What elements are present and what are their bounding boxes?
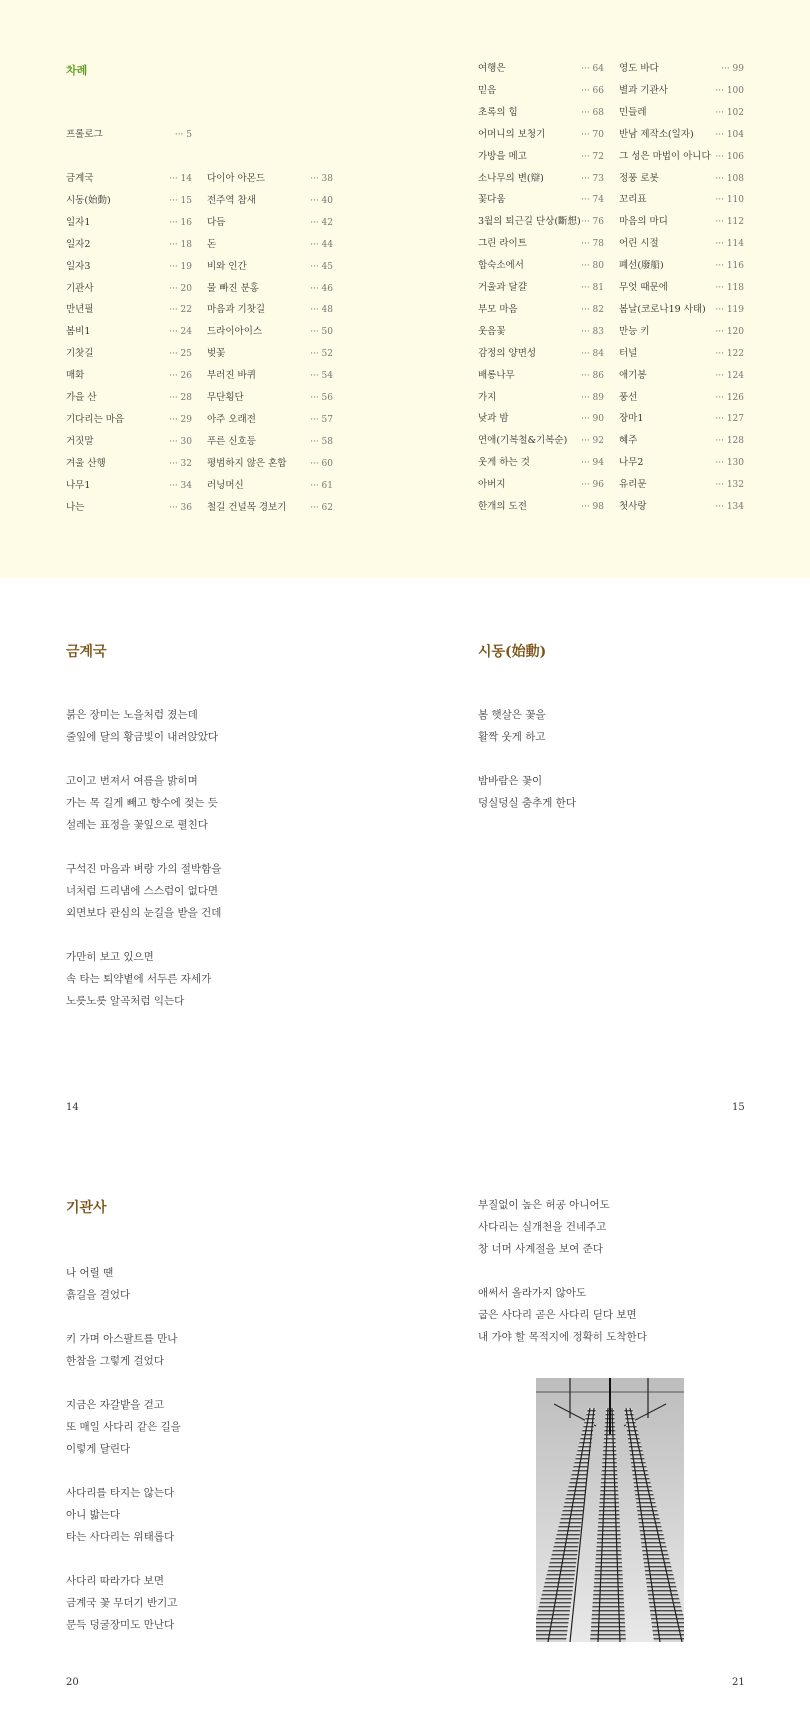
toc-entry-page: ··· 108 [715, 173, 744, 184]
toc-entry-page: ··· 54 [310, 371, 333, 382]
toc-entry-page: ··· 34 [169, 480, 192, 491]
toc-entry-title: 웃게 하는 것 [478, 457, 530, 469]
toc-entry-page: ··· 81 [581, 283, 604, 293]
toc-entry-title: 부러진 바퀴 [207, 370, 256, 382]
toc-entry-page: ··· 57 [310, 414, 333, 425]
toc-entry-page: ··· 122 [715, 348, 744, 359]
verse-line: 사다리 따라가다 보면 [66, 1575, 164, 1587]
toc-entry-page: ··· 73 [581, 173, 604, 184]
verse-line: 가만히 보고 있으면 [66, 951, 154, 963]
toc-entry-page: ··· 52 [310, 349, 333, 360]
toc-entry-page: ··· 22 [169, 305, 192, 316]
poem-body [66, 704, 221, 1012]
toc-entry-page: ··· 116 [715, 261, 744, 272]
toc-entry-page: ··· 15 [169, 195, 192, 206]
toc-entry [478, 478, 604, 492]
toc-entry-title: 나무2 [619, 457, 644, 469]
toc-entry [66, 303, 192, 317]
toc-entry-title: 나무1 [66, 479, 91, 491]
toc-entry-title: 만년필 [66, 304, 94, 316]
toc-entry-page: ··· 58 [310, 436, 333, 447]
toc-entry [478, 347, 604, 361]
toc-entry [478, 412, 604, 426]
toc-entry [619, 434, 744, 448]
toc-entry-title: 거울과 달걀 [478, 282, 527, 293]
toc-entry [207, 194, 333, 208]
toc-entry-title: 일자2 [66, 238, 91, 250]
toc-entry-page: ··· 66 [581, 85, 604, 96]
toc-entry [207, 238, 333, 252]
verse-line: 아니 밟는다 [66, 1509, 121, 1521]
toc-entry-title: 터널 [619, 347, 638, 359]
verse-line: 창 너머 사계절을 보여 준다 [478, 1243, 603, 1255]
toc-entry-page: ··· 16 [169, 217, 192, 228]
page-number: 15 [732, 1102, 745, 1113]
toc-entry [619, 106, 744, 120]
toc-entry [478, 106, 604, 120]
toc-entry [207, 457, 333, 471]
toc-entry-title: 3월의 퇴근길 단상(斷想) [478, 216, 581, 228]
toc-entry [478, 391, 604, 405]
verse-line: 나 어릴 땐 [66, 1267, 114, 1279]
stanza [66, 1394, 181, 1460]
toc-entry-title: 무엇 때문에 [619, 282, 668, 293]
toc-entry [619, 62, 744, 76]
toc-entry-title: 유리문 [619, 479, 647, 491]
toc-entry [619, 456, 744, 470]
toc-entry [478, 325, 604, 339]
toc-entry-title: 기관사 [66, 282, 94, 294]
toc-entry-page: ··· 74 [581, 195, 604, 206]
toc-entry [619, 237, 744, 251]
toc-entry-page: ··· 24 [169, 327, 192, 338]
toc-entry-page: ··· 14 [169, 174, 192, 184]
toc-entry-title: 정풍 로봇 [619, 172, 659, 184]
toc-entry [207, 260, 333, 274]
toc-entry-page: ··· 68 [581, 107, 604, 118]
toc-entry-title: 벚꽃 [207, 348, 226, 360]
toc-entry-title: 한개의 도전 [478, 501, 527, 512]
stanza [66, 946, 221, 1012]
toc-entry [207, 479, 333, 493]
toc-entry-title: 아버지 [478, 479, 506, 491]
verse-line: 봄 햇살은 꽃을 [478, 709, 546, 721]
toc-entry [619, 259, 744, 273]
verse-line: 가는 목 길게 빼고 향수에 젖는 듯 [66, 797, 218, 809]
verse-line: 설레는 표정을 꽃잎으로 펼친다 [66, 819, 208, 831]
toc-spread [0, 0, 810, 578]
stanza [478, 770, 576, 814]
toc-entry-page: ··· 61 [310, 480, 333, 491]
toc-entry-title: 비와 인간 [207, 260, 247, 272]
toc-entry-title: 푸른 신호등 [207, 435, 256, 447]
toc-entry-page: ··· 112 [715, 217, 744, 228]
toc-entry-title: 꼬리표 [619, 194, 647, 206]
toc-entry-page: ··· 5 [174, 130, 192, 140]
page-number: 21 [732, 1677, 745, 1688]
verse-line: 문득 덩굴장미도 만난다 [66, 1619, 175, 1631]
toc-entry-title: 애기봉 [619, 369, 647, 381]
toc-entry-title: 나는 [66, 501, 85, 513]
toc-entry-page: ··· 124 [715, 370, 744, 381]
poem-title: 시동(始動) [478, 644, 547, 660]
toc-entry-title: 마음의 마디 [619, 216, 668, 228]
toc-entry [619, 347, 744, 361]
toc-entry [207, 369, 333, 383]
toc-entry-page: ··· 100 [715, 85, 744, 96]
toc-entry [66, 369, 192, 383]
toc-entry [207, 325, 333, 339]
stanza [66, 1328, 181, 1372]
toc-entry-title: 장마1 [619, 413, 644, 425]
toc-entry-page: ··· 127 [715, 414, 744, 425]
toc-entry [478, 281, 604, 295]
toc-entry-page: ··· 99 [721, 64, 744, 74]
toc-entry-title: 별과 기관사 [619, 84, 668, 96]
toc-entry-page: ··· 76 [581, 217, 604, 228]
toc-entry-page: ··· 119 [715, 304, 744, 315]
verse-line: 노릇노릇 알곡처럼 익는다 [66, 995, 185, 1007]
toc-entry [207, 282, 333, 296]
toc-prologue [66, 128, 192, 142]
toc-entry [66, 282, 192, 296]
toc-entry-page: ··· 130 [715, 458, 744, 469]
toc-entry-page: ··· 134 [715, 502, 744, 512]
verse-line: 덩실덩실 춤추게 한다 [478, 797, 576, 809]
toc-entry [66, 435, 192, 449]
toc-entry [619, 193, 744, 207]
stanza [478, 1194, 647, 1260]
toc-entry [478, 128, 604, 142]
verse-line: 이렇게 달린다 [66, 1443, 131, 1455]
toc-entry-page: ··· 60 [310, 458, 333, 469]
toc-entry-title: 영도 바다 [619, 63, 659, 74]
toc-entry [478, 369, 604, 383]
verse-line: 붉은 장미는 노을처럼 졌는데 [66, 709, 198, 721]
stanza [66, 858, 221, 924]
toc-entry [619, 500, 744, 514]
toc-entry [478, 215, 604, 229]
toc-entry [207, 391, 333, 405]
toc-entry [619, 84, 744, 98]
toc-entry [619, 303, 744, 317]
toc-entry-page: ··· 30 [169, 436, 192, 447]
verse-line: 사다리는 실개천을 건네주고 [478, 1221, 607, 1233]
poem-body [478, 704, 576, 814]
toc-entry-title: 물 빠진 분홍 [207, 282, 259, 294]
toc-entry-page: ··· 38 [310, 174, 333, 184]
toc-entry-page: ··· 102 [715, 107, 744, 118]
toc-entry [66, 391, 192, 405]
toc-entry-title: 꽃다움 [478, 194, 506, 206]
verse-line: 외면보다 관심의 눈길을 받을 건데 [66, 907, 222, 919]
toc-entry [66, 260, 192, 274]
toc-entry [478, 237, 604, 251]
toc-entry [478, 259, 604, 273]
toc-entry-page: ··· 36 [169, 502, 192, 513]
poem-body [66, 1262, 181, 1636]
toc-entry [66, 194, 192, 208]
toc-entry [478, 84, 604, 98]
verse-line: 타는 사다리는 위태롭다 [66, 1531, 175, 1543]
toc-entry [619, 325, 744, 339]
toc-entry-page: ··· 98 [581, 502, 604, 512]
toc-entry [207, 347, 333, 361]
stanza [66, 1570, 181, 1636]
toc-entry-page: ··· 29 [169, 414, 192, 425]
toc-entry-title: 전주역 참새 [207, 194, 256, 206]
toc-entry-page: ··· 104 [715, 129, 744, 140]
toc-entry [207, 303, 333, 317]
toc-entry-page: ··· 96 [581, 480, 604, 491]
toc-entry [66, 347, 192, 361]
verse-line: 줄잎에 달의 황금빛이 내려앉았다 [66, 731, 219, 743]
toc-entry-title: 일자3 [66, 260, 91, 272]
stanza [66, 1482, 181, 1548]
toc-entry [478, 150, 604, 164]
toc-entry-title: 프롤로그 [66, 129, 103, 140]
toc-entry-title: 금계국 [66, 173, 94, 184]
page-number: 14 [66, 1102, 79, 1113]
verse-line: 고이고 번져서 여름을 밝히며 [66, 775, 198, 787]
toc-entry-title: 소나무의 변(辯) [478, 172, 544, 184]
toc-entry-page: ··· 110 [715, 195, 744, 206]
toc-entry-page: ··· 42 [310, 217, 333, 228]
toc-entry-title: 만능 키 [619, 325, 650, 337]
toc-entry-title: 폐선(廢船) [619, 260, 664, 272]
toc-entry-title: 무단횡단 [207, 392, 244, 403]
verse-line: 흙길을 걸었다 [66, 1289, 131, 1301]
toc-entry [207, 501, 333, 515]
toc-entry-title: 봄날(코로나19 사태) [619, 303, 706, 315]
toc-entry [66, 238, 192, 252]
toc-entry [478, 172, 604, 186]
toc-entry [619, 391, 744, 405]
toc-entry-page: ··· 62 [310, 502, 333, 513]
toc-entry-page: ··· 126 [715, 392, 744, 403]
toc-entry-title: 매화 [66, 370, 85, 382]
toc-entry-title: 겨울 산행 [66, 457, 106, 469]
verse-line: 또 매일 사다리 같은 길을 [66, 1421, 181, 1433]
toc-entry-title: 어린 시절 [619, 238, 659, 250]
toc-entry [66, 413, 192, 427]
toc-entry-title: 웃음꽃 [478, 325, 506, 337]
toc-entry-title: 다이아 아몬드 [207, 173, 266, 184]
poem-body-continued [478, 1194, 647, 1348]
toc-entry-title: 부모 마음 [478, 303, 518, 315]
toc-entry [66, 457, 192, 471]
toc-entry-page: ··· 18 [169, 239, 192, 250]
toc-entry-page: ··· 106 [715, 151, 744, 162]
toc-entry [619, 150, 744, 164]
toc-entry [619, 281, 744, 295]
verse-line: 구석진 마음과 벼랑 가의 절박함을 [66, 863, 222, 875]
poem-title: 기관사 [66, 1200, 107, 1216]
toc-entry-page: ··· 70 [581, 129, 604, 140]
toc-entry-title: 감정의 양면성 [478, 347, 537, 359]
toc-entry-page: ··· 28 [169, 393, 192, 403]
toc-entry-title: 가지 [478, 391, 497, 403]
toc-entry-title: 가방을 메고 [478, 150, 527, 162]
toc-entry-page: ··· 25 [169, 349, 192, 360]
stanza [66, 770, 221, 836]
toc-entry-title: 평범하지 않은 혼합 [207, 457, 287, 469]
toc-entry-title: 아주 오래전 [207, 413, 256, 425]
toc-entry-title: 합숙소에서 [478, 260, 524, 272]
toc-entry [66, 501, 192, 515]
toc-entry-page: ··· 118 [715, 283, 744, 293]
toc-entry-title: 거짓말 [66, 435, 94, 447]
toc-entry-page: ··· 90 [581, 414, 604, 425]
toc-entry-title: 풍선 [619, 391, 638, 403]
toc-entry-page: ··· 94 [581, 458, 604, 469]
toc-entry-title: 가을 산 [66, 392, 97, 403]
stanza [66, 704, 221, 748]
toc-entry-title: 어머니의 보청기 [478, 128, 546, 140]
toc-entry-title: 믿음 [478, 84, 497, 96]
toc-entry-title: 낮과 밤 [478, 413, 509, 425]
verse-line: 속 타는 퇴약볕에 서두른 자세가 [66, 973, 212, 985]
toc-entry-page: ··· 64 [581, 64, 604, 74]
toc-entry-title: 돈 [207, 238, 217, 250]
verse-line: 너처럼 드리냄에 스스럼이 없다면 [66, 885, 219, 897]
toc-entry-page: ··· 32 [169, 458, 192, 469]
toc-entry-page: ··· 89 [581, 392, 604, 403]
toc-entry-page: ··· 72 [581, 151, 604, 162]
toc-entry-page: ··· 80 [581, 261, 604, 272]
toc-entry-title: 여행은 [478, 63, 506, 74]
toc-entry [66, 325, 192, 339]
stanza [478, 704, 576, 748]
toc-entry-page: ··· 45 [310, 261, 333, 272]
stanza [478, 1282, 647, 1348]
verse-line: 부질없이 높은 허공 아니어도 [478, 1199, 610, 1211]
toc-entry-page: ··· 92 [581, 436, 604, 447]
toc-entry-page: ··· 128 [715, 436, 744, 447]
toc-entry-page: ··· 46 [310, 283, 333, 294]
toc-entry [619, 369, 744, 383]
toc-entry [619, 172, 744, 186]
toc-entry [66, 479, 192, 493]
toc-entry [478, 434, 604, 448]
toc-entry-page: ··· 84 [581, 348, 604, 359]
toc-entry-title: 초록의 힘 [478, 106, 518, 118]
toc-entry [207, 216, 333, 230]
verse-line: 금계국 꽃 무더기 반기고 [66, 1597, 178, 1609]
toc-entry-title: 그린 라이트 [478, 238, 527, 250]
verse-line: 키 가며 아스팔트를 만나 [66, 1333, 178, 1345]
toc-entry-page: ··· 40 [310, 195, 333, 206]
toc-entry-page: ··· 86 [581, 370, 604, 381]
toc-entry-title: 혜주 [619, 435, 638, 447]
toc-entry [66, 172, 192, 186]
toc-entry [619, 128, 744, 142]
verse-line: 밤바람은 꽃이 [478, 775, 543, 787]
toc-entry-title: 기찻길 [66, 348, 94, 360]
verse-line: 사다리를 타지는 않는다 [66, 1487, 175, 1499]
page-number: 20 [66, 1677, 79, 1688]
toc-entry-title: 드라이아이스 [207, 326, 263, 338]
toc-entry-page: ··· 132 [715, 480, 744, 491]
stanza [66, 1262, 181, 1306]
verse-line: 굽은 사다리 곧은 사다리 딛다 보면 [478, 1309, 637, 1321]
toc-entry [207, 413, 333, 427]
toc-entry [207, 172, 333, 186]
toc-entry-title: 봄비1 [66, 326, 91, 338]
toc-entry [478, 500, 604, 514]
toc-entry-page: ··· 44 [310, 239, 333, 250]
railway-tracks-photo [536, 1378, 684, 1642]
toc-entry-title: 철길 건널목 경보기 [207, 501, 287, 513]
toc-entry-page: ··· 120 [715, 326, 744, 337]
toc-entry-page: ··· 19 [169, 261, 192, 272]
toc-entry [478, 456, 604, 470]
verse-line: 한참을 그렇게 걸었다 [66, 1355, 164, 1367]
toc-entry-page: ··· 78 [581, 239, 604, 250]
toc-entry-title: 그 성은 마법이 아니다 [619, 150, 711, 162]
toc-entry-page: ··· 50 [310, 327, 333, 338]
verse-line: 내 가야 할 목적지에 정확히 도착한다 [478, 1331, 647, 1343]
toc-entry-title: 기다리는 마음 [66, 413, 125, 425]
toc-entry [619, 412, 744, 426]
toc-entry-page: ··· 83 [581, 326, 604, 337]
toc-entry-page: ··· 20 [169, 283, 192, 294]
toc-entry-title: 배롱나무 [478, 369, 515, 381]
toc-heading: 차례 [66, 64, 88, 77]
toc-entry-title: 연애(기복철&기복순) [478, 435, 568, 447]
toc-entry-page: ··· 82 [581, 304, 604, 315]
toc-entry [478, 303, 604, 317]
toc-entry-title: 일자1 [66, 216, 91, 228]
poem-title: 금계국 [66, 644, 107, 660]
toc-entry [478, 62, 604, 76]
verse-line: 지금은 자갈밭을 걷고 [66, 1399, 164, 1411]
verse-line: 애써서 올라가지 않아도 [478, 1287, 587, 1299]
toc-entry [619, 478, 744, 492]
toc-entry-page: ··· 114 [715, 239, 744, 250]
toc-entry-title: 다듬 [207, 216, 226, 228]
toc-entry-page: ··· 56 [310, 393, 333, 403]
toc-entry-title: 민들레 [619, 106, 647, 118]
toc-entry-title: 반남 제작소(일자) [619, 128, 694, 140]
toc-entry [478, 193, 604, 207]
toc-entry-title: 마음과 기찻길 [207, 304, 266, 316]
toc-entry [66, 216, 192, 230]
toc-entry [619, 215, 744, 229]
toc-entry-page: ··· 26 [169, 371, 192, 382]
toc-entry-title: 첫사랑 [619, 501, 647, 512]
verse-line: 활짝 웃게 하고 [478, 731, 546, 743]
toc-entry-title: 러닝머신 [207, 479, 244, 491]
toc-entry-title: 시동(始動) [66, 194, 111, 206]
toc-entry-page: ··· 48 [310, 305, 333, 316]
toc-entry [207, 435, 333, 449]
